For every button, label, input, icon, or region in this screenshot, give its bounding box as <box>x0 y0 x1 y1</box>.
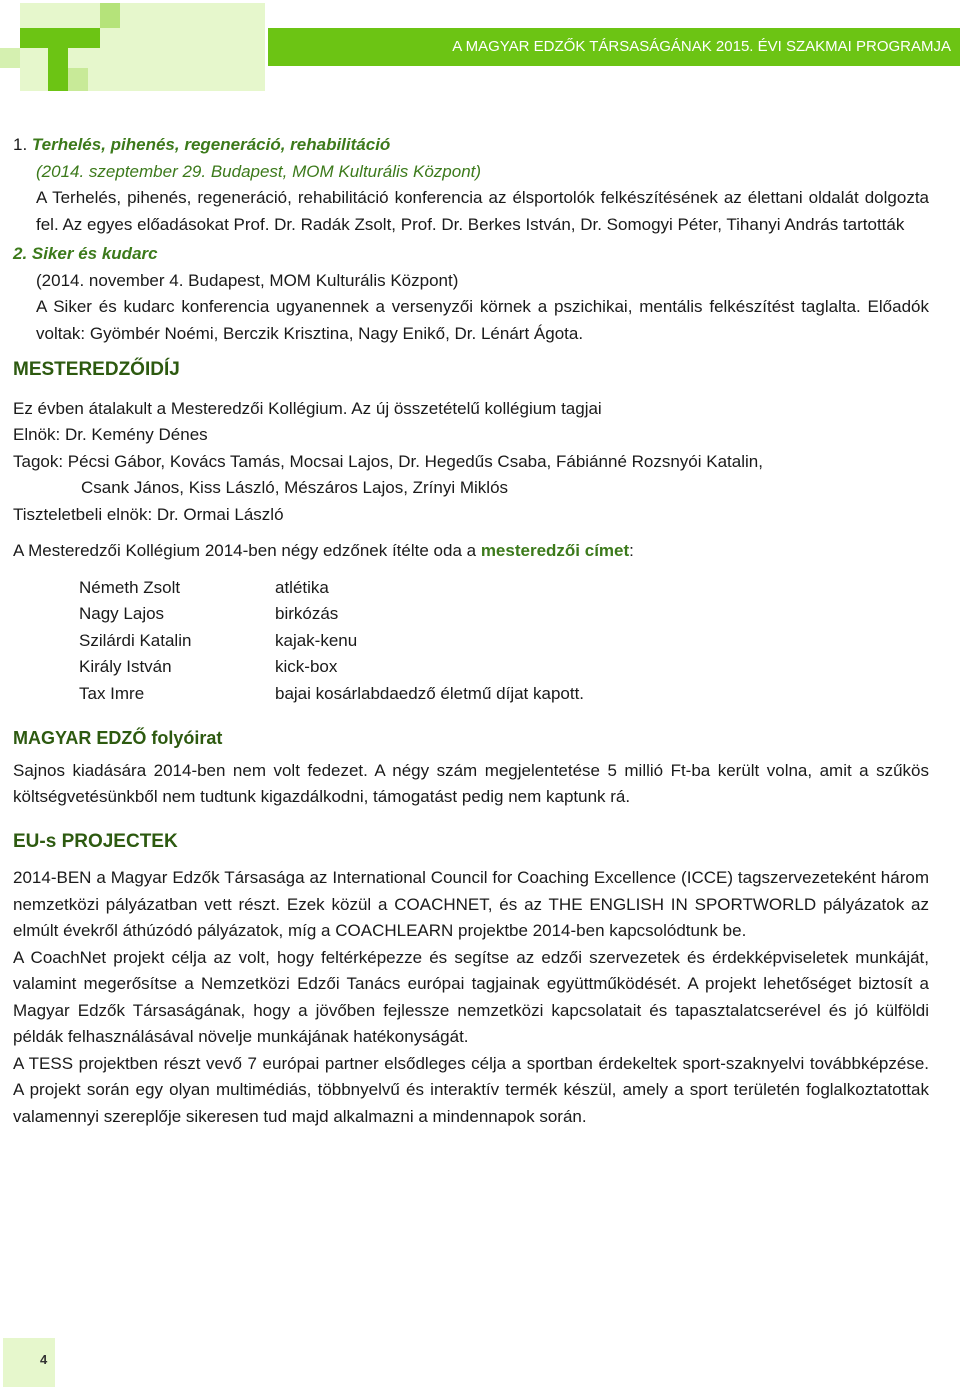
awardee-sport: atlétika <box>275 577 329 597</box>
eu-paragraph-2: A CoachNet projekt célja az volt, hogy feltérképezze és segítse az edzői szervezetek és érdekképviseletek munkáját, valamint megerősítse a Nemzetközi Edzői Tanács európai tagjainak együttműködését. A projekt lehetőséget biztosít a Magyar Edzők Társaságának, hogy a jövőben fejlessze nemzetközi kapcsolatait és tapasztalatcserével és jó külföldi példák felhasználásával növelje munkájának hatékonyságát. <box>13 947 929 1046</box>
awardee-sport: kick-box <box>275 657 338 676</box>
section-2-date: (2014. november 4. Budapest, MOM Kulturális Központ) <box>36 270 459 290</box>
document-header-title: A MAGYAR EDZŐK TÁRSASÁGÁNAK 2015. ÉVI SZAKMAI PROGRAMJA <box>452 38 951 55</box>
awardee-name: Szilárdi Katalin <box>79 630 192 650</box>
awardee-list <box>13 575 929 708</box>
master-chair: Elnök: Dr. Kemény Dénes <box>13 425 208 444</box>
awardee-sport: bajai kosárlabdaedző életmű díjat kapott. <box>275 683 585 703</box>
master-award-sentence: A Mesteredzői Kollégium 2014-ben négy edzőnek ítélte oda a mesteredzői címet: <box>13 541 634 560</box>
awardee-name: Németh Zsolt <box>79 577 181 597</box>
eu-paragraph-3: A TESS projektben részt vevő 7 európai partner elsődleges célja a sportban érdekeltek sport-szaknyelvi továbbképzése. A projekt során egy olyan multimédiás, többnyelvű és interaktív termék készül, amely a sport területén foglalkoztatottak valamennyi szereplője sikeresen tud majd alkalmazni a mindennapok során. <box>13 1053 929 1126</box>
awardee-name: Nagy Lajos <box>79 604 165 623</box>
master-intro: Ez évben átalakult a Mesteredzői Kollégium. Az új összetételű kollégium tagjai <box>13 398 602 418</box>
awardee-sport: birkózás <box>275 604 339 623</box>
master-members-line2: Csank János, Kiss László, Mészáros Lajos, Zrínyi Miklós <box>81 478 509 497</box>
master-heading: MESTEREDZŐIDÍJ <box>13 359 180 380</box>
document-body <box>13 132 929 1130</box>
awardee-sport: kajak-kenu <box>275 630 358 650</box>
journal-body: Sajnos kiadására 2014-ben nem volt fedezet. A négy szám megjelentetése 5 millió Ft-ba került volna, amit a szűkös költségvetésünkből nem tudtunk kigazdálkodni, támogatást pedig nem kaptunk rá. <box>13 760 929 806</box>
master-honorary: Tiszteletbeli elnök: Dr. Ormai László <box>13 504 284 524</box>
header-bar <box>268 28 960 66</box>
page-number: 4 <box>40 1352 48 1367</box>
section-1-date: (2014. szeptember 29. Budapest, MOM Kulturális Központ) <box>36 161 482 181</box>
master-members-line1: Tagok: Pécsi Gábor, Kovács Tamás, Mocsai Lajos, Dr. Hegedűs Csaba, Fábiánné Rozsnyói Katalin, <box>13 451 763 471</box>
section-2-title: 2. Siker és kudarc <box>13 244 158 263</box>
eu-heading: EU-s PROJECTEK <box>13 830 178 852</box>
awardee-name: Tax Imre <box>79 683 145 703</box>
section-2-body: A Siker és kudarc konferencia ugyanennek a versenyzői körnek a pszichikai, mentális felkészítést taglalta. Előadók voltak: Gyömbér Noémi, Berczik Krisztina, Nagy Enikő, Dr. Lénárt Ágota. <box>36 297 929 343</box>
journal-heading: MAGYAR EDZŐ folyóirat <box>13 728 223 748</box>
decorative-squares <box>0 0 270 95</box>
section-1-title: 1. Terhelés, pihenés, regeneráció, rehabilitáció <box>13 135 391 154</box>
eu-paragraph-1: 2014-BEN a Magyar Edzők Társasága az International Council for Coaching Excellence (ICCE) tagszervezeteként három nemzetközi pályázatban vett részt. Ezek közül a COACHNET, és az THE ENGLISH IN SPORTWORLD pályázatok az elmúlt évekről áthúzódó pályázatok, míg a COACHLEARN projektbe 2014-ben kapcsolódtunk be. <box>13 868 929 940</box>
section-1-body: A Terhelés, pihenés, regeneráció, rehabilitáció konferencia az élsportolók felkészítésének az élettani oldalát dolgozta fel. Az egyes előadásokat Prof. Dr. Radák Zsolt, Prof. Dr. Berkes István, Dr. Somogyi Péter, Tihanyi András tartották <box>36 188 929 234</box>
awardee-name: Király István <box>79 657 172 676</box>
